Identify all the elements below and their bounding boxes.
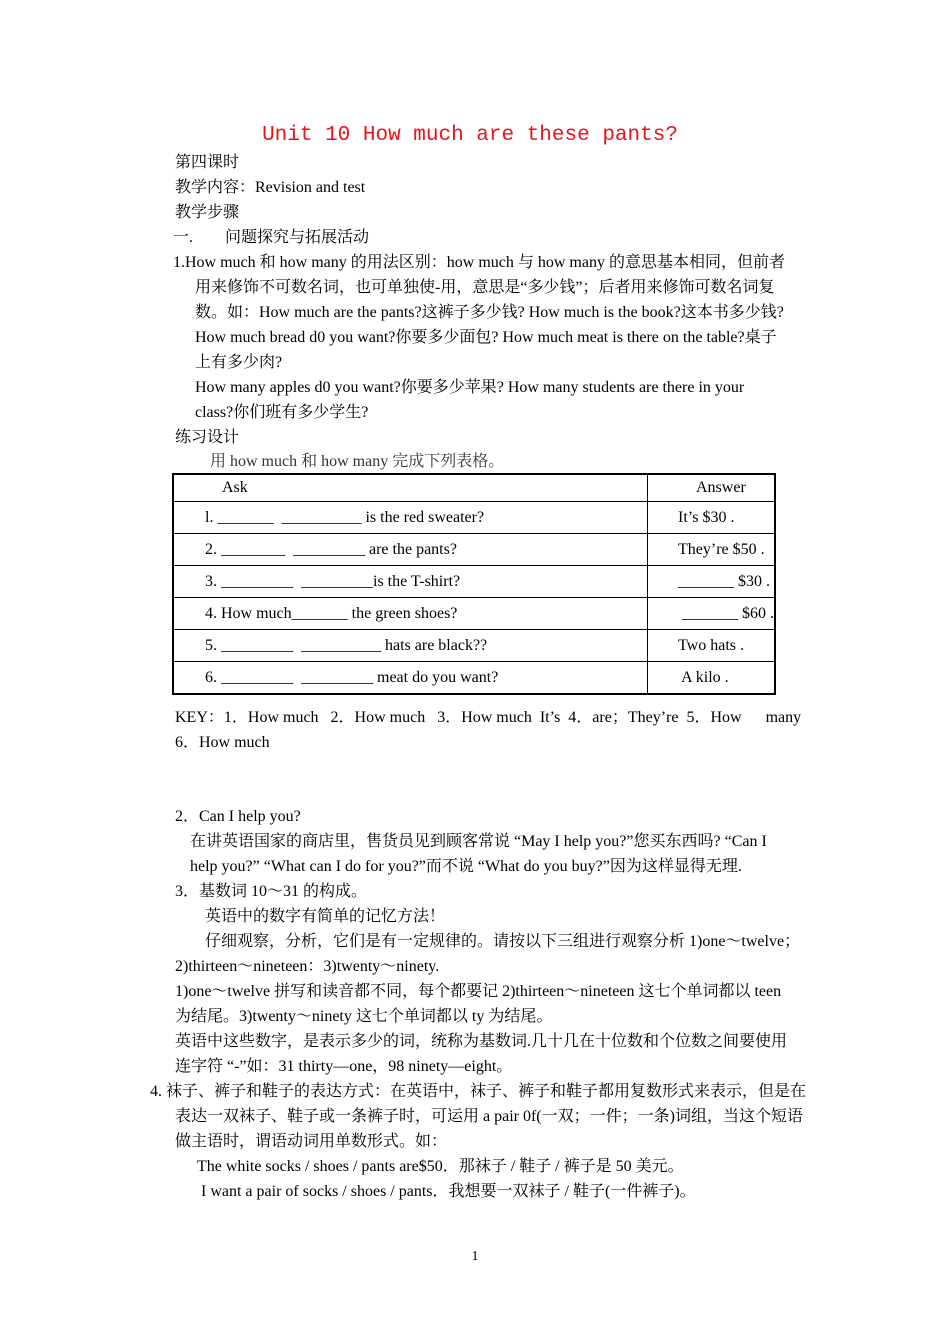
paragraph-line: help you?” “What can I do for you?”而不说 “What do you buy?”因为这样显得无理. (190, 858, 742, 875)
column-header-ask: Ask (173, 474, 648, 502)
paragraph-line: 在讲英语国家的商店里，售货员见到顾客常说 “May I help you?”您买东西吗? “Can I (190, 833, 767, 850)
answer-cell: They’re $50 . (648, 534, 776, 566)
page-title: Unit 10 How much are these pants? (262, 124, 678, 147)
paragraph-line: How much bread d0 you want?你要多少面包? How much meat is there on the table?桌子 (195, 329, 777, 346)
practice-instruction: 用 how much 和 how many 完成下列表格。 (210, 453, 505, 470)
paragraph-line: 表达一双袜子、鞋子或一条裤子时，可运用 a pair 0f(一双；一件；一条)词组，当这个短语 (175, 1108, 803, 1125)
paragraph-line: 2．Can I help you? (175, 808, 301, 825)
paragraph-line: The white socks / shoes / pants are$50．那袜子 / 鞋子 / 裤子是 50 美元。 (197, 1158, 684, 1175)
ask-cell: 6. _________ _________ meat do you want? (173, 662, 648, 695)
paragraph-line: 2)thirteen～nineteen：3)twenty～ninety. (175, 958, 440, 975)
paragraph-line: 上有多少肉? (195, 354, 283, 371)
paragraph-line: 仔细观察，分析，它们是有一定规律的。请按以下三组进行观察分析 1)one～twelve； (205, 933, 801, 950)
column-header-answer: Answer (648, 474, 776, 502)
answer-key-line: KEY：1．How much 2．How much 3．How much It’s 4．are；They’re 5．How many (175, 709, 802, 726)
table-row (173, 566, 775, 598)
ask-cell: 4. How much_______ the green shoes? (173, 598, 648, 630)
paragraph-line: 4. 袜子、裤子和鞋子的表达方式：在英语中，袜子、裤子和鞋子都用复数形式来表示，但是在 (150, 1083, 807, 1100)
answer-cell: It’s $30 . (648, 502, 776, 534)
table-row (173, 598, 775, 630)
table-row (173, 534, 775, 566)
answer-cell: A kilo . (648, 662, 776, 695)
ask-cell: 5. _________ __________ hats are black?? (173, 630, 648, 662)
paragraph-line: 英语中的数字有简单的记忆方法！ (205, 908, 446, 925)
ask-cell: 2. ________ _________ are the pants? (173, 534, 648, 566)
steps-label: 教学步骤 (175, 204, 240, 221)
paragraph-line: 3．基数词 10～31 的构成。 (175, 883, 368, 900)
paragraph-line: I want a pair of socks / shoes / pants．我想要一双袜子 / 鞋子(一件裤子)。 (201, 1183, 696, 1200)
paragraph-line: 为结尾。3)twenty～ninety 这七个单词都以 ty 为结尾。 (175, 1008, 553, 1025)
content-label: 教学内容：Revision and test (175, 179, 366, 196)
paragraph-line: 英语中这些数字，是表示多少的词，统称为基数词.几十几在十位数和个位数之间要使用 (175, 1033, 788, 1050)
paragraph-line: 数。如：How much are the pants?这裤子多少钱? How much is the book?这本书多少钱? (195, 304, 784, 321)
answer-cell: _______ $30 . (648, 566, 776, 598)
section-heading: 一. 问题探究与拓展活动 (173, 229, 370, 246)
table-row (173, 502, 775, 534)
table-row (173, 630, 775, 662)
paragraph-line: 做主语时，谓语动词用单数形式。如： (175, 1133, 448, 1150)
ask-cell: 3. _________ _________is the T-shirt? (173, 566, 648, 598)
answer-key-line: 6．How much (175, 734, 270, 751)
practice-heading: 练习设计 (175, 429, 240, 446)
lesson-label: 第四课时 (175, 154, 240, 171)
exercise-table (172, 473, 776, 695)
answer-cell: Two hats . (648, 630, 776, 662)
answer-cell: _______ $60 . (648, 598, 776, 630)
page-number: 1 (471, 1249, 479, 1264)
paragraph-line: 1.How much 和 how many 的用法区别：how much 与 how many 的意思基本相同，但前者 (173, 254, 785, 271)
ask-cell: l. _______ __________ is the red sweater? (173, 502, 648, 534)
paragraph-line: class?你们班有多少学生? (195, 404, 369, 421)
table-row (173, 662, 775, 695)
table-header-row (173, 474, 775, 502)
paragraph-line: 用来修饰不可数名词，也可单独使-用，意思是“多少钱”；后者用来修饰可数名词复 (195, 279, 775, 296)
paragraph-line: 连字符 “-”如：31 thirty—one，98 ninety—eight。 (175, 1058, 513, 1075)
paragraph-line: How many apples d0 you want?你要多少苹果? How many students are there in your (195, 379, 745, 396)
paragraph-line: 1)one～twelve 拼写和读音都不同，每个都要记 2)thirteen～nineteen 这七个单词都以 teen (175, 983, 782, 1000)
